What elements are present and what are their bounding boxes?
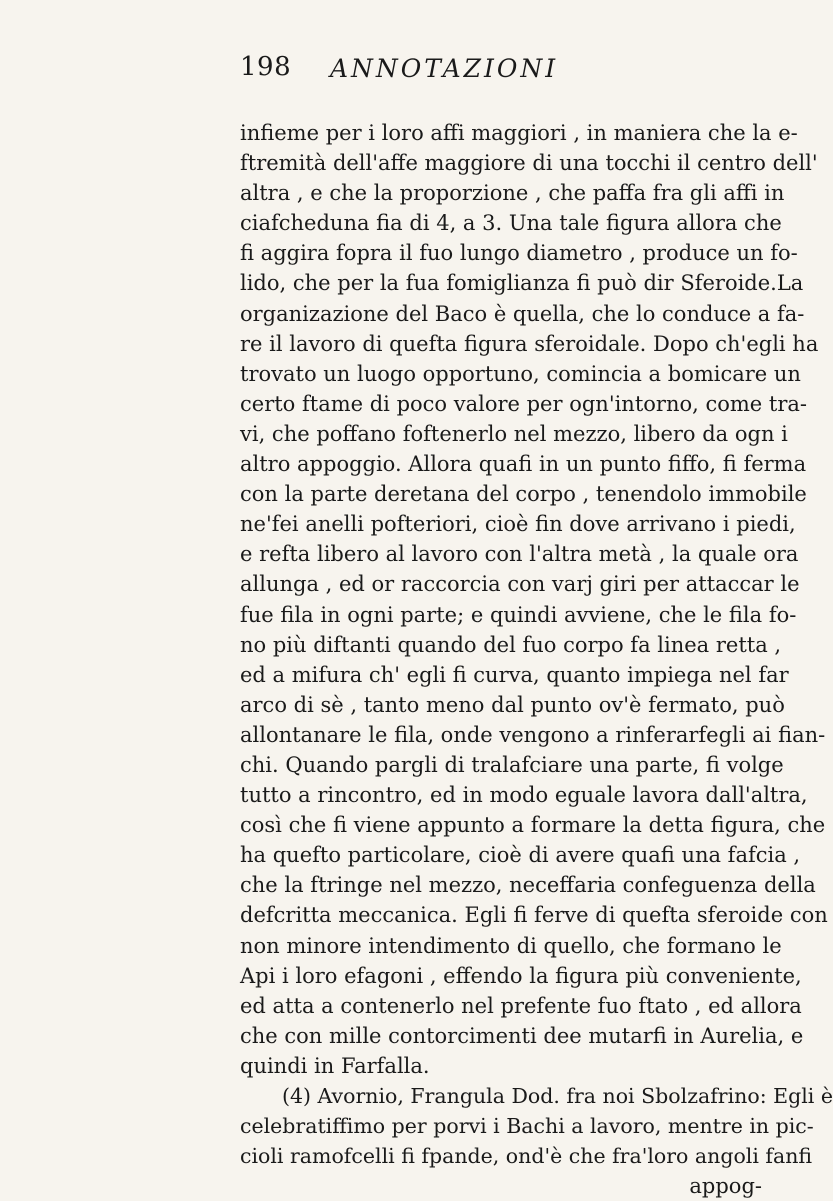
text-line: con la parte deretana del corpo , tenendolo immobile [240,482,807,507]
text-line: fi aggira fopra il fuo lungo diametro , produce un fo- [240,241,798,266]
text-line: chi. Quando pargli di tralafciare una parte, fi volge [240,752,784,777]
text-line: defcritta meccanica. Egli fi ferve di quefta sferoide con [240,903,828,928]
text-line: re il lavoro di quefta figura sferoidale. Dopo ch'egli ha [240,331,819,356]
text-line: trovato un luogo opportuno, comincia a bomicare un [240,361,801,386]
running-title: ANNOTAZIONI [330,54,559,83]
text-line: fue fila in ogni parte; e quindi avviene, che le fila fo- [240,602,797,627]
text-line: certo ftame di poco valore per ogn'intorno, come tra- [240,391,807,416]
text-line: lido, che per la fua fomiglianza fi può dir Sferoide.La [240,271,804,296]
text-line: non minore intendimento di quello, che formano le [240,933,782,958]
text-line: arco di sè , tanto meno dal punto ov'è fermato, può [240,692,785,717]
text-line: che la ftringe nel mezzo, neceffaria confeguenza della [240,873,816,898]
text-line: Api i loro efagoni , effendo la figura più conveniente, [240,963,802,988]
text-line: infieme per i loro affi maggiori , in maniera che la e- [240,121,798,145]
text-line: allontanare le fila, onde vengono a rinferarfegli ai fian- [240,722,826,747]
body-text [240,118,833,1201]
footnote-line: (4) Avornio, Frangula Dod. fra noi Sbolzafrino: Egli è [282,1084,833,1108]
footnote-line: cioli ramofcelli fi fpande, ond'è che fra'loro angoli fanfi [240,1144,813,1169]
text-line: altro appoggio. Allora quafi in un punto fiffo, fi ferma [240,452,807,477]
text-line: ed a mifura ch' egli fi curva, quanto impiega nel far [240,662,789,687]
text-line: ciafcheduna fia di 4, a 3. Una tale figura allora che [240,211,782,236]
text-line: organizazione del Baco è quella, che lo conduce a fa- [240,301,805,326]
text-line: quindi in Farfalla. [240,1053,430,1078]
text-line: ftremità dell'affe maggiore di una tocchi il centro dell' [240,151,818,176]
footnote-line: celebratiffimo per porvi i Bachi a lavoro, mentre in pic- [240,1114,814,1139]
text-line: altra , e che la proporzione , che paffa fra gli affi in [240,181,785,206]
text-line: ed atta a contenerlo nel prefente fuo ftato , ed allora [240,993,802,1018]
text-line: così che fi viene appunto a formare la detta figura, che [240,813,826,838]
catchword: appog- [689,1174,762,1199]
running-head [240,52,760,92]
text-line: e refta libero al lavoro con l'altra metà , la quale ora [240,542,799,567]
page-number: 198 [240,52,292,82]
text-line: ha quefto particolare, cioè di avere quafi una fafcia , [240,843,801,868]
text-line: che con mille contorcimenti dee mutarfi in Aurelia, e [240,1023,804,1048]
text-line: tutto a rincontro, ed in modo eguale lavora dall'altra, [240,783,808,808]
text-line: no più diftanti quando del fuo corpo fa linea retta , [240,632,782,657]
text-line: ne'fei anelli pofteriori, cioè fin dove arrivano i piedi, [240,512,796,537]
text-line: allunga , ed or raccorcia con varj giri per attaccar le [240,572,800,597]
text-line: vi, che poffano foftenerlo nel mezzo, libero da ogn i [240,421,788,446]
